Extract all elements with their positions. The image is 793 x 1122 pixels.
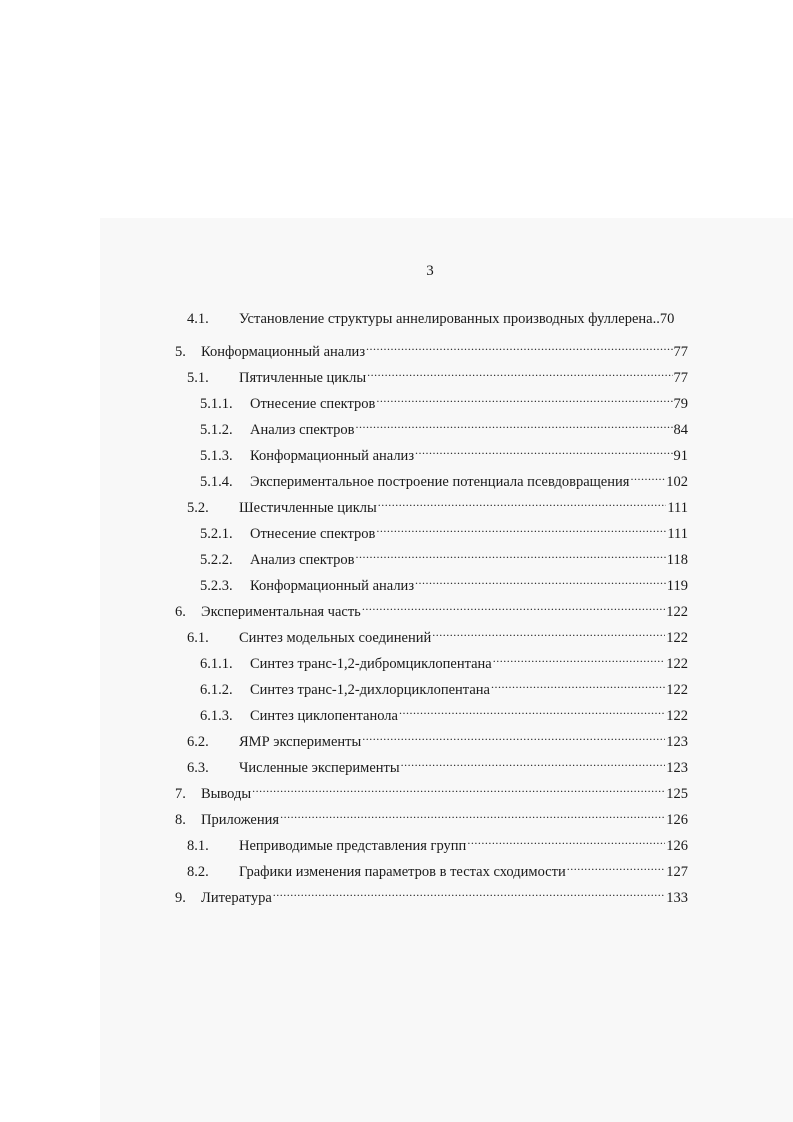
- toc-entry-title: Синтез транс-1,2-дибромциклопентана: [250, 656, 492, 672]
- toc-entry-number: 6.2.: [187, 734, 209, 750]
- toc-entry-leader: [273, 880, 665, 902]
- toc-entry-title: Конформационный анализ: [250, 578, 415, 594]
- toc-entry-6-1: [187, 620, 688, 646]
- toc-entry-page: 91: [673, 448, 688, 464]
- toc-entry-9: [175, 880, 688, 906]
- toc-entry-leader: [367, 360, 672, 382]
- toc-entry-number: 4.1.: [187, 311, 209, 327]
- toc-entry-leader: [366, 334, 672, 356]
- toc-entry-number: 8.2.: [187, 864, 209, 880]
- toc-entry-page: 119: [666, 578, 688, 594]
- toc-entry-leader: [399, 698, 665, 720]
- toc-entry-page: 122: [666, 604, 688, 620]
- toc-entry-page: 126: [666, 838, 688, 854]
- toc-entry-6: [175, 594, 688, 620]
- toc-entry-number: 5.2.1.: [200, 526, 233, 542]
- toc-entry-title: ЯМР эксперименты: [239, 734, 362, 750]
- toc-entry-leader: [491, 672, 665, 694]
- toc-entry-number: 5.1.4.: [200, 474, 233, 490]
- toc-entry-title: Шестичленные циклы: [239, 500, 377, 516]
- toc-entry-title: Пятичленные циклы: [239, 370, 367, 386]
- toc-entry-page: 122: [666, 682, 688, 698]
- toc-entry-number: 7.: [175, 786, 186, 802]
- toc-entry-number: 5.1.2.: [200, 422, 233, 438]
- toc-entry-leader: [376, 386, 672, 408]
- toc-entry-title: Графики изменения параметров в тестах сходимости: [239, 864, 566, 880]
- toc-entry-page: 118: [666, 552, 688, 568]
- toc-entry-leader: [280, 802, 665, 824]
- toc-entry-leader: [401, 750, 666, 772]
- toc-entry-5-1: [187, 360, 688, 386]
- toc-entry-leader: [630, 464, 665, 486]
- toc-entry-number: 5.2.3.: [200, 578, 233, 594]
- toc-entry-number: 9.: [175, 890, 186, 906]
- toc-entry-title: Литература: [201, 890, 272, 906]
- toc-entry-title: Отнесение спектров: [250, 526, 376, 542]
- toc-entry-title: Установление структуры аннелированных производных фуллерена: [239, 311, 653, 327]
- toc-entry-leader: [362, 594, 665, 616]
- toc-entry-5-1-4: [200, 464, 688, 490]
- toc-entry-page: 70: [659, 311, 675, 327]
- toc-entry-leader: [356, 412, 673, 434]
- toc-entry-number: 6.1.1.: [200, 656, 233, 672]
- toc-entry-page: 122: [666, 630, 688, 646]
- toc-entry-title: Синтез циклопентанола: [250, 708, 398, 724]
- toc-entry-5-1-2: [200, 412, 688, 438]
- toc-entry-5-2-3: [200, 568, 688, 594]
- toc-entry-page: 133: [666, 890, 688, 906]
- toc-entry-title: Анализ спектров: [250, 552, 355, 568]
- toc-entry-6-1-2: [200, 672, 688, 698]
- toc-entry-number: 5.2.: [187, 500, 209, 516]
- toc-entry-page: 122: [666, 656, 688, 672]
- toc-entry-number: 5.2.2.: [200, 552, 233, 568]
- toc-entry-title: Выводы: [201, 786, 252, 802]
- toc-entry-number: 8.1.: [187, 838, 209, 854]
- toc-entry-title: Синтез модельных соединений: [239, 630, 432, 646]
- toc-entry-6-2: [187, 724, 688, 750]
- toc-entry-page: 123: [666, 734, 688, 750]
- toc-entry-number: 5.: [175, 344, 186, 360]
- toc-entry-page: 111: [667, 526, 688, 542]
- toc-entry-leader: ..: [652, 311, 660, 327]
- toc-entry-leader: [356, 542, 666, 564]
- toc-entry-number: 5.1.1.: [200, 396, 233, 412]
- toc-entry-leader: [467, 828, 665, 850]
- toc-entry-page: 111: [667, 500, 688, 516]
- toc-entry-title: Численные эксперименты: [239, 760, 400, 776]
- toc-entry-4-1: [187, 308, 688, 330]
- toc-entry-title: Приложения: [201, 812, 280, 828]
- toc-entry-page: 77: [673, 344, 688, 360]
- toc-entry-leader: [362, 724, 665, 746]
- toc-entry-leader: [378, 490, 667, 512]
- toc-entry-5-1-1: [200, 386, 688, 412]
- toc-entry-title: Синтез транс-1,2-дихлорциклопентана: [250, 682, 490, 698]
- toc-entry-page: 84: [673, 422, 688, 438]
- toc-entry-5: [175, 334, 688, 360]
- toc-entry-5-2-1: [200, 516, 688, 542]
- toc-entry-leader: [567, 854, 666, 876]
- toc-entry-page: 125: [666, 786, 688, 802]
- toc-entry-7: [175, 776, 688, 802]
- toc-entry-title: Конформационный анализ: [250, 448, 415, 464]
- toc-entry-leader: [432, 620, 665, 642]
- toc-entry-5-1-3: [200, 438, 688, 464]
- toc-entry-leader: [415, 568, 666, 590]
- toc-entry-number: 5.1.: [187, 370, 209, 386]
- toc-entry-8: [175, 802, 688, 828]
- toc-entry-6-1-3: [200, 698, 688, 724]
- toc-entry-8-2: [187, 854, 688, 880]
- toc-entry-page: 123: [666, 760, 688, 776]
- toc-entry-number: 8.: [175, 812, 186, 828]
- toc-entry-title: Конформационный анализ: [201, 344, 366, 360]
- toc-entry-title: Анализ спектров: [250, 422, 355, 438]
- toc-entry-6-3: [187, 750, 688, 776]
- toc-entry-page: 79: [673, 396, 688, 412]
- toc-entry-title: Экспериментальная часть: [201, 604, 361, 620]
- toc-entry-title: Неприводимые представления групп: [239, 838, 467, 854]
- toc-entry-number: 5.1.3.: [200, 448, 233, 464]
- toc-entry-title: Экспериментальное построение потенциала псевдовращения: [250, 474, 630, 490]
- toc-entry-page: 126: [666, 812, 688, 828]
- toc-entry-page: 122: [666, 708, 688, 724]
- toc-entry-page: 102: [666, 474, 688, 490]
- toc-entry-number: 6.1.2.: [200, 682, 233, 698]
- toc-entry-page: 77: [673, 370, 688, 386]
- toc-entry-8-1: [187, 828, 688, 854]
- toc-entry-number: 6.3.: [187, 760, 209, 776]
- toc-entry-5-2: [187, 490, 688, 516]
- toc-entry-6-1-1: [200, 646, 688, 672]
- toc-entry-leader: [252, 776, 665, 798]
- page-number: 3: [426, 263, 434, 279]
- toc-entry-number: 6.1.: [187, 630, 209, 646]
- toc-entry-leader: [376, 516, 666, 538]
- toc-entry-number: 6.: [175, 604, 186, 620]
- toc-entry-page: 127: [666, 864, 688, 880]
- toc-entry-leader: [415, 438, 672, 460]
- toc-entry-5-2-2: [200, 542, 688, 568]
- toc-entry-number: 6.1.3.: [200, 708, 233, 724]
- toc-entry-title: Отнесение спектров: [250, 396, 376, 412]
- toc-entry-leader: [493, 646, 666, 668]
